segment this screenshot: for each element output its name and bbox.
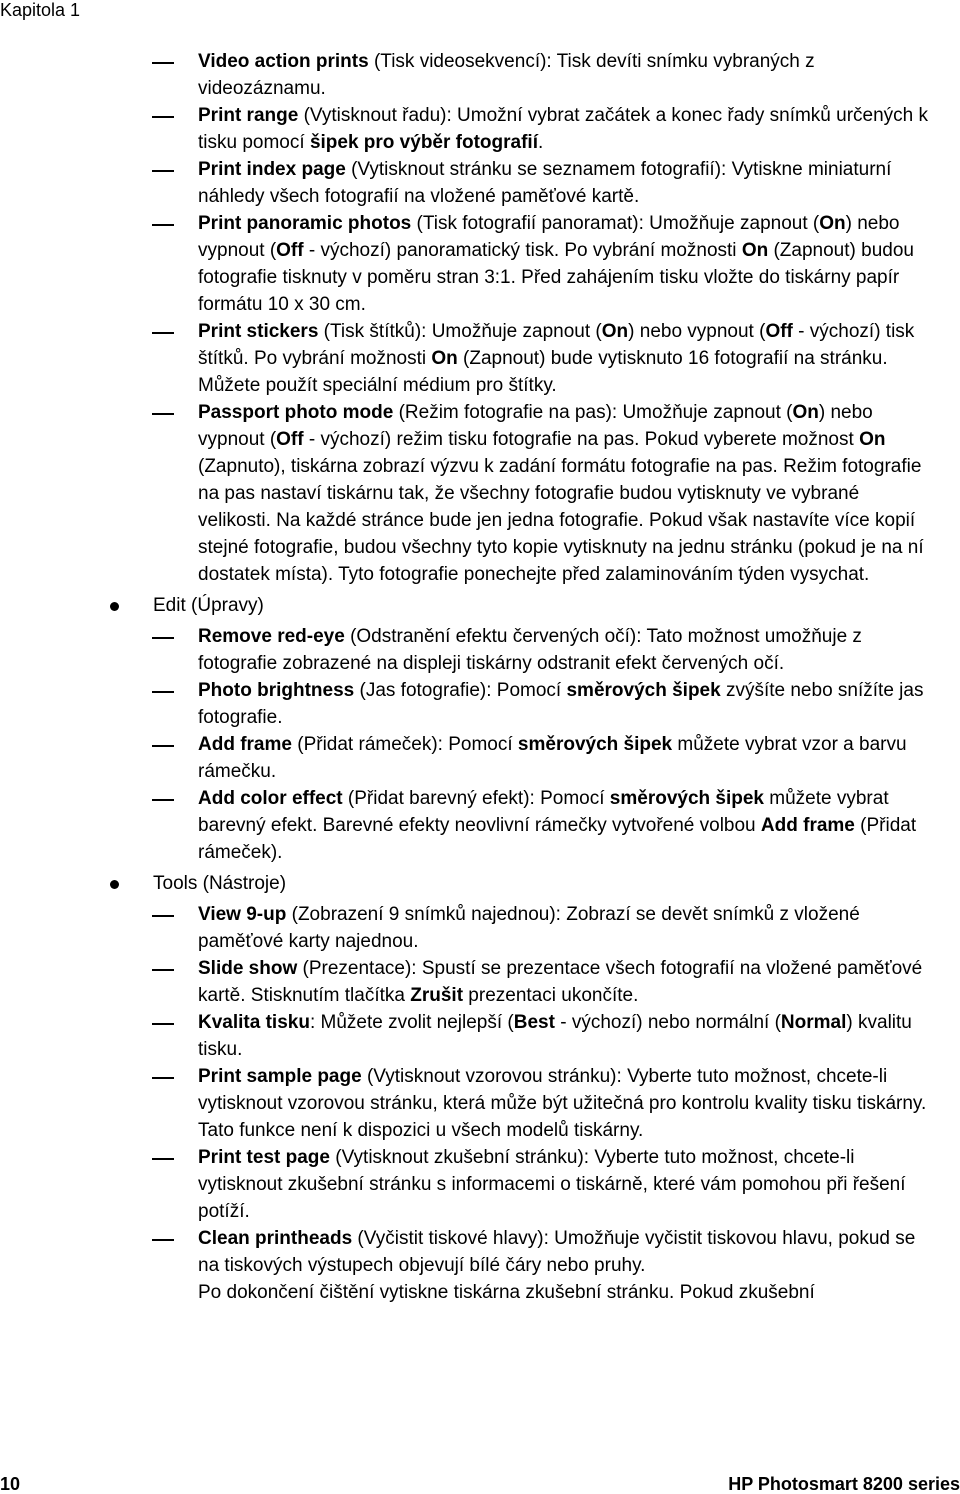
text-run: ) kvalitu tisku. — [198, 1012, 912, 1060]
text-run: (Zapnout) bude vytisknuto 16 fotografií na stránku. Můžete použít speciální médium pro štítky. — [198, 348, 888, 396]
text-run: ) nebo vypnout ( — [628, 321, 766, 342]
text-run: Edit (Úpravy) — [153, 595, 264, 616]
bold-term: Kvalita tisku — [198, 1012, 310, 1033]
list-item — [0, 102, 960, 156]
list-item — [0, 156, 960, 210]
dash-bullet-icon — [152, 915, 174, 917]
bold-term: Best — [513, 1012, 555, 1033]
text-run: můžete vybrat barevný efekt. Barevné efekty neovlivní rámečky vytvořené volbou — [198, 788, 889, 836]
text-run: (Tisk videosekvencí): Tisk devíti snímku vybraných z videozáznamu. — [198, 51, 815, 99]
text-run: (Tisk štítků): Umožňuje zapnout ( — [318, 321, 602, 342]
list-item — [0, 318, 960, 399]
bold-term: Normal — [780, 1012, 847, 1033]
text-run: (Přidat rámeček). — [198, 815, 917, 863]
text-run: (Přidat rámeček): Pomocí — [291, 734, 518, 755]
text-run: ) nebo vypnout ( — [198, 213, 900, 261]
bold-term: Print stickers — [198, 321, 319, 342]
bold-term: View 9-up — [198, 904, 287, 925]
bold-term: Zrušit — [410, 985, 464, 1006]
bold-term: Print index page — [198, 159, 346, 180]
list-item — [0, 731, 960, 785]
page-number: 10 — [0, 1474, 21, 1494]
product-name: HP Photosmart 8200 series — [728, 1474, 960, 1494]
dash-bullet-icon — [152, 224, 174, 226]
bold-term: Add frame — [760, 815, 855, 836]
bold-term: On — [792, 402, 819, 423]
list-item — [0, 1225, 960, 1279]
text-run: (Vytisknout zkušební stránku): Vyberte tuto možnost, chcete-li vytisknout zkušební stránku s informacemi o tiskárně, které vám pomohou při řešení potíží. — [198, 1147, 906, 1222]
text-run: ) nebo vypnout ( — [198, 402, 873, 450]
list-item — [0, 1144, 960, 1225]
text-run: (Vytisknout vzorovou stránku): Vyberte tuto možnost, chcete-li vytisknout vzorovou stránku, která může být užitečná pro kontrolu kvality tisku tiskárny. Tato funkce není k dispozici u všech modelů tiskárny. — [198, 1066, 927, 1141]
text-run: (Zobrazení 9 snímků najednou): Zobrazí se devět snímků z vložené paměťové karty najednou. — [198, 904, 860, 952]
list-item — [0, 955, 960, 1009]
bold-term: On — [819, 213, 846, 234]
text-run: (Tisk fotografií panoramat): Umožňuje zapnout ( — [411, 213, 820, 234]
text-run: prezentaci ukončíte. — [463, 985, 639, 1006]
text-run: - výchozí) nebo normální ( — [554, 1012, 781, 1033]
round-bullet-icon — [110, 602, 119, 611]
list-item — [0, 399, 960, 588]
bold-term: směrových šipek — [566, 680, 721, 701]
bold-term: Off — [765, 321, 793, 342]
bold-term: Clean printheads — [198, 1228, 353, 1249]
dash-bullet-icon — [152, 116, 174, 118]
dash-bullet-icon — [152, 62, 174, 64]
dash-bullet-icon — [152, 1077, 174, 1079]
round-bullet-icon — [110, 880, 119, 889]
bold-term: Print range — [198, 105, 299, 126]
text-run: (Zapnout) budou fotografie tisknuty v poměru stran 3:1. Před zahájením tisku vložte do tiskárny papír formátu 10 x 30 cm. — [198, 240, 914, 315]
dash-bullet-icon — [152, 969, 174, 971]
bold-term: Print test page — [198, 1147, 330, 1168]
dash-bullet-icon — [152, 799, 174, 801]
text-run: zvýšíte nebo snížíte jas fotografie. — [198, 680, 924, 728]
list-item — [0, 1009, 960, 1063]
section-heading — [0, 592, 960, 619]
text-run: (Přidat barevný efekt): Pomocí — [342, 788, 610, 809]
text-run: . — [537, 132, 544, 153]
bold-term: Add color effect — [198, 788, 343, 809]
bold-term: Photo brightness — [198, 680, 355, 701]
dash-bullet-icon — [152, 745, 174, 747]
text-run: - výchozí) režim tisku fotografie na pas. Pokud vyberete možnost — [303, 429, 860, 450]
dash-bullet-icon — [152, 1023, 174, 1025]
list-item — [0, 1063, 960, 1144]
list-item — [0, 901, 960, 955]
text-run: můžete vybrat vzor a barvu rámečku. — [198, 734, 907, 782]
text-run: Po dokončení čištění vytiskne tiskárna zkušební stránku. Pokud zkušební — [198, 1282, 815, 1303]
bold-term: Slide show — [198, 958, 298, 979]
dash-bullet-icon — [152, 332, 174, 334]
bold-term: On — [741, 240, 769, 261]
dash-bullet-icon — [152, 637, 174, 639]
text-run: (Vyčistit tiskové hlavy): Umožňuje vyčistit tiskovou hlavu, pokud se na tiskových výstupech objevují bílé čáry nebo pruhy. — [198, 1228, 916, 1276]
bold-term: Print panoramic photos — [198, 213, 412, 234]
bold-term: Remove red-eye — [198, 626, 345, 647]
list-item — [0, 48, 960, 102]
bold-term: směrových šipek — [517, 734, 673, 755]
dash-bullet-icon — [152, 413, 174, 415]
chapter-header: Kapitola 1 — [0, 0, 81, 20]
text-run: (Vytisknout stránku se seznamem fotografií): Vytiskne miniaturní náhledy všech fotografií na vložené paměťové kartě. — [198, 159, 892, 207]
bold-term: šipek pro výběr fotografií — [309, 132, 538, 153]
bold-term: směrových šipek — [609, 788, 764, 809]
dash-bullet-icon — [152, 1158, 174, 1160]
text-run: (Režim fotografie na pas): Umožňuje zapnout ( — [393, 402, 793, 423]
dash-bullet-icon — [152, 170, 174, 172]
text-run: : Můžete zvolit nejlepší ( — [309, 1012, 514, 1033]
text-run: (Zapnuto), tiskárna zobrazí výzvu k zadání formátu fotografie na pas. Režim fotografie na pas nastaví tiskárnu tak, že všechny fotografie budou vytisknuty ve vybrané velikosti. Na každé stránce bude jen jedna fotografie. Pokud však nastavíte více kopií stejné fotografie, budou všechny tyto kopie vytisknuty na jednu stránku (pokud je na ní dostatek místa). Tyto fotografie ponechejte před zalaminováním týden vysychat. — [198, 456, 924, 585]
dash-bullet-icon — [152, 1239, 174, 1241]
document-body — [0, 48, 960, 1306]
section-heading — [0, 870, 960, 897]
bold-term: Video action prints — [198, 51, 369, 72]
text-run: - výchozí) tisk štítků. Po vybrání možnosti — [198, 321, 915, 369]
text-run: - výchozí) panoramatický tisk. Po vybrání možnosti — [303, 240, 742, 261]
bold-term: On — [601, 321, 629, 342]
text-run: (Vytisknout řadu): Umožní vybrat začátek a konec řady snímků určených k tisku pomocí — [198, 105, 929, 153]
list-item — [0, 785, 960, 866]
bold-term: Add frame — [198, 734, 292, 755]
list-item — [0, 210, 960, 318]
text-run: (Jas fotografie): Pomocí — [354, 680, 567, 701]
list-item — [0, 1279, 960, 1306]
bold-term: Passport photo mode — [198, 402, 394, 423]
list-item — [0, 623, 960, 677]
bold-term: On — [859, 429, 886, 450]
bold-term: Off — [276, 429, 304, 450]
text-run: Tools (Nástroje) — [153, 873, 287, 894]
dash-bullet-icon — [152, 691, 174, 693]
text-run: (Odstranění efektu červených očí): Tato možnost umožňuje z fotografie zobrazené na displeji tiskárny odstranit efekt červených očí. — [198, 626, 862, 674]
text-run: (Prezentace): Spustí se prezentace všech fotografií na vložené paměťové kartě. Stisknutím tlačítka — [198, 958, 923, 1006]
bold-term: Print sample page — [198, 1066, 362, 1087]
bold-term: Off — [276, 240, 304, 261]
bold-term: On — [431, 348, 458, 369]
list-item — [0, 677, 960, 731]
